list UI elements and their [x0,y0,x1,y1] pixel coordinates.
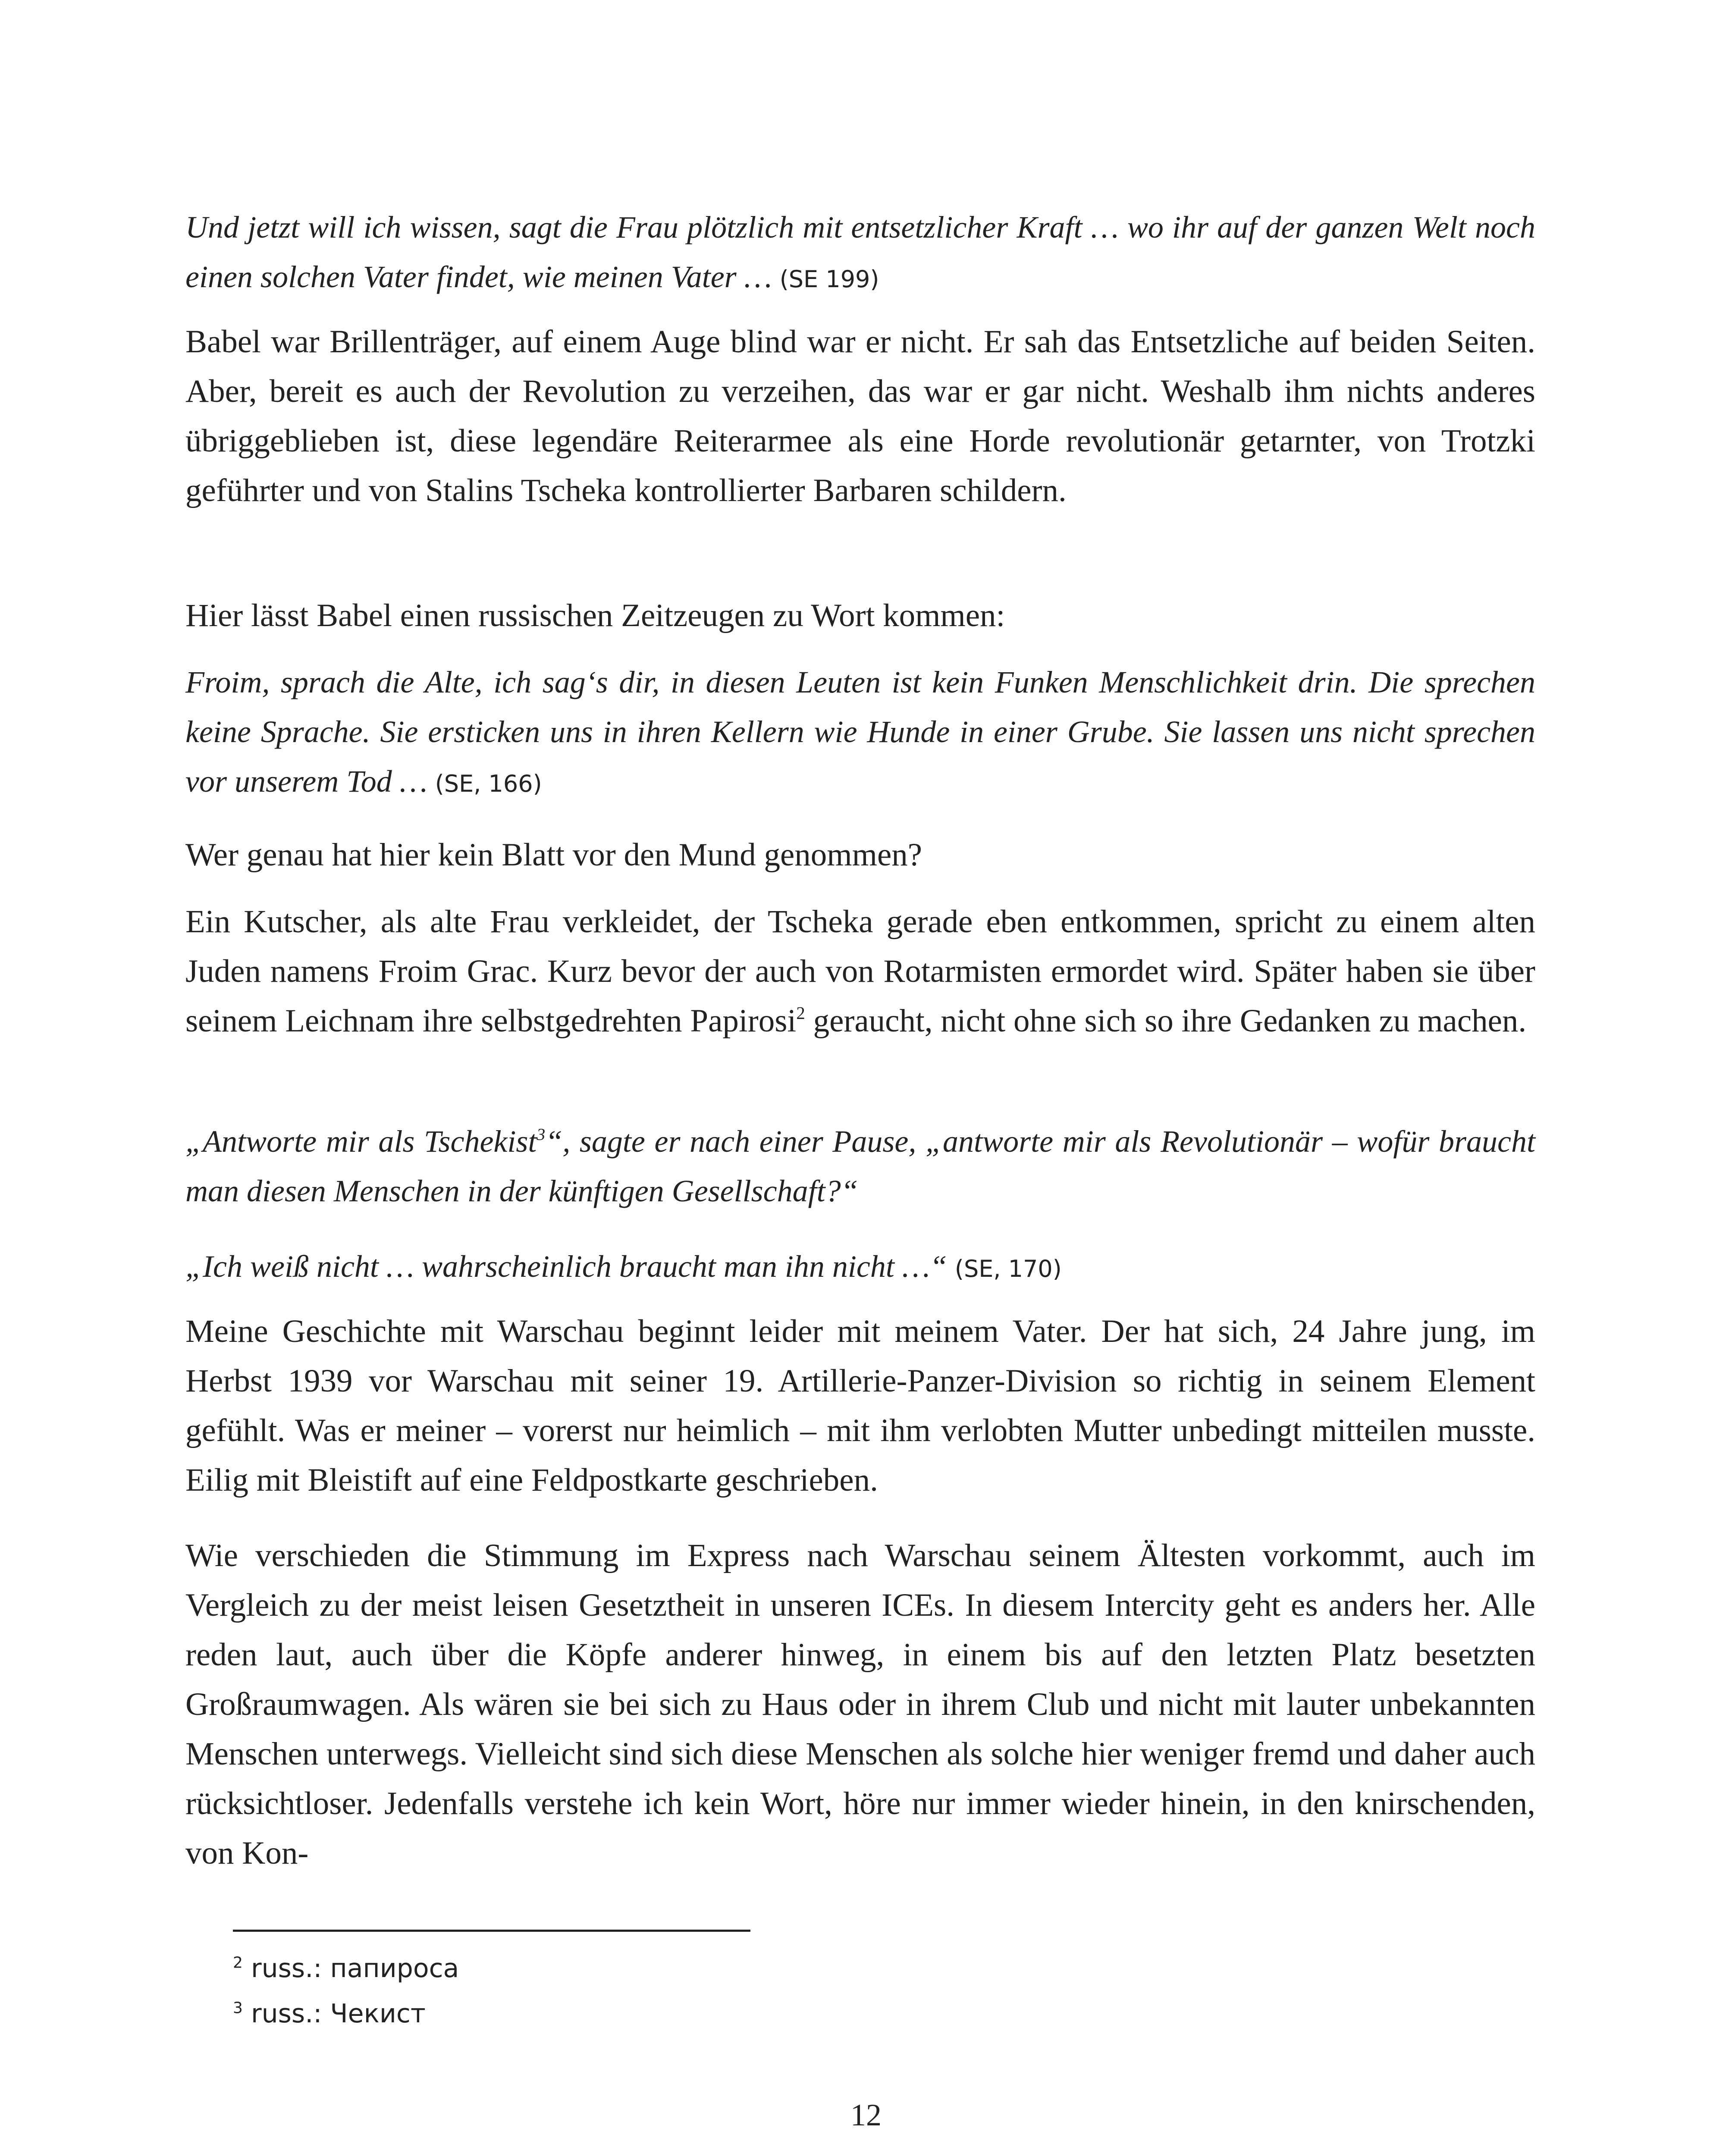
body-paragraph-4 [185,897,1535,1046]
quote-text: Und jetzt will ich wissen, sagt die Frau plötzlich mit entsetzlicher Kraft … wo ihr auf der ganzen Welt noch einen solchen Vater findet, wie meinen Vater … [185,210,1535,294]
footnote-reference-2: 2 [796,1003,805,1023]
quote-paragraph-4 [185,1242,1535,1294]
quote-text: „Ich weiß nicht … wahrscheinlich braucht man ihn nicht …“ [185,1249,955,1284]
footnote-text: russ.: папироса [242,1953,459,1984]
quote-text: “, sagte er nach einer Pause, „antworte mir als Revolutionär – wofür braucht man diesen Menschen in der künftigen Gesellschaft?“ [185,1124,1535,1208]
page-number: 12 [850,2098,882,2132]
footnote-2 [233,1951,459,1986]
body-paragraph-1: Babel war Brillenträger, auf einem Auge blind war er nicht. Er sah das Entsetzliche auf beiden Seiten. Aber, bereit es auch der Revolution zu verzeihen, das war er gar nicht. Weshalb ihm nichts anderes übriggeblieben ist, diese legendäre Reiterarmee als eine Horde revolutionär getarnter, von Trotzki geführter und von Stalins Tscheka kontrollierter Barbaren schildern. [185,324,1535,508]
quote-paragraph-1 [185,203,1535,304]
body-paragraph-6: Wie verschieden die Stimmung im Express nach Warschau seinem Ältesten vorkommt, auch im Vergleich zu der meist leisen Gesetztheit in unseren ICEs. In diesem Intercity geht es anders her. Alle reden laut, auch über die Köpfe anderer hinweg, in einem bis auf den letzten Platz besetzten Großraumwagen. Als wären sie bei sich zu Haus oder in ihrem Club und nicht mit lauter unbekannten Menschen unterwegs. Vielleicht sind sich diese Menschen als solche hier weniger fremd und daher auch rücksichtloser. Jedenfalls verstehe ich kein Wort, höre nur immer wieder hinein, in den knirschenden, von Kon- [185,1538,1535,1871]
footnote-separator [233,1930,750,1932]
citation: (SE, 170) [954,1255,1062,1282]
body-paragraph-2: Hier lässt Babel einen russischen Zeitzeugen zu Wort kommen: [185,598,1005,633]
citation: (SE, 166) [435,770,542,797]
footnote-3 [233,1996,426,2031]
footnote-text: russ.: Чекист [242,1999,426,2029]
footnote-reference-3: 3 [537,1125,546,1144]
quote-paragraph-2 [185,658,1535,808]
paragraph-text: Ein Kutscher, als alte Frau verkleidet, der Tscheka gerade eben entkommen, spricht zu einem alten Juden namens Froim Grac. Kurz bevor der auch von Rotarmisten ermordet wird. Später haben sie über seinem Leichnam ihre selbstgedrehten Papirosi [185,904,1535,1039]
footnote-marker: 2 [233,1954,243,1972]
quote-text: „Antworte mir als Tschekist [185,1124,537,1159]
footnote-marker: 3 [233,1999,243,2017]
citation: (SE 199) [779,266,879,293]
body-paragraph-5: Meine Geschichte mit Warschau beginnt leider mit meinem Vater. Der hat sich, 24 Jahre jung, im Herbst 1939 vor Warschau mit seiner 19. Artillerie-Panzer-Division so richtig in seinem Element gefühlt. Was er meiner – vorerst nur heimlich – mit ihm verlobten Mutter unbedingt mitteilen musste. Eilig mit Bleistift auf eine Feldpostkarte geschrieben. [185,1313,1535,1498]
body-paragraph-3: Wer genau hat hier kein Blatt vor den Mund genommen? [185,837,922,873]
paragraph-text: geraucht, nicht ohne sich so ihre Gedanken zu machen. [805,1003,1527,1039]
quote-text: Froim, sprach die Alte, ich sag‘s dir, in diesen Leuten ist kein Funken Menschlichkeit drin. Die sprechen keine Sprache. Sie ersticken uns in ihren Kellern wie Hunde in einer Grube. Sie lassen uns nicht sprechen vor unserem Tod … [185,665,1535,799]
quote-paragraph-3 [185,1117,1535,1216]
